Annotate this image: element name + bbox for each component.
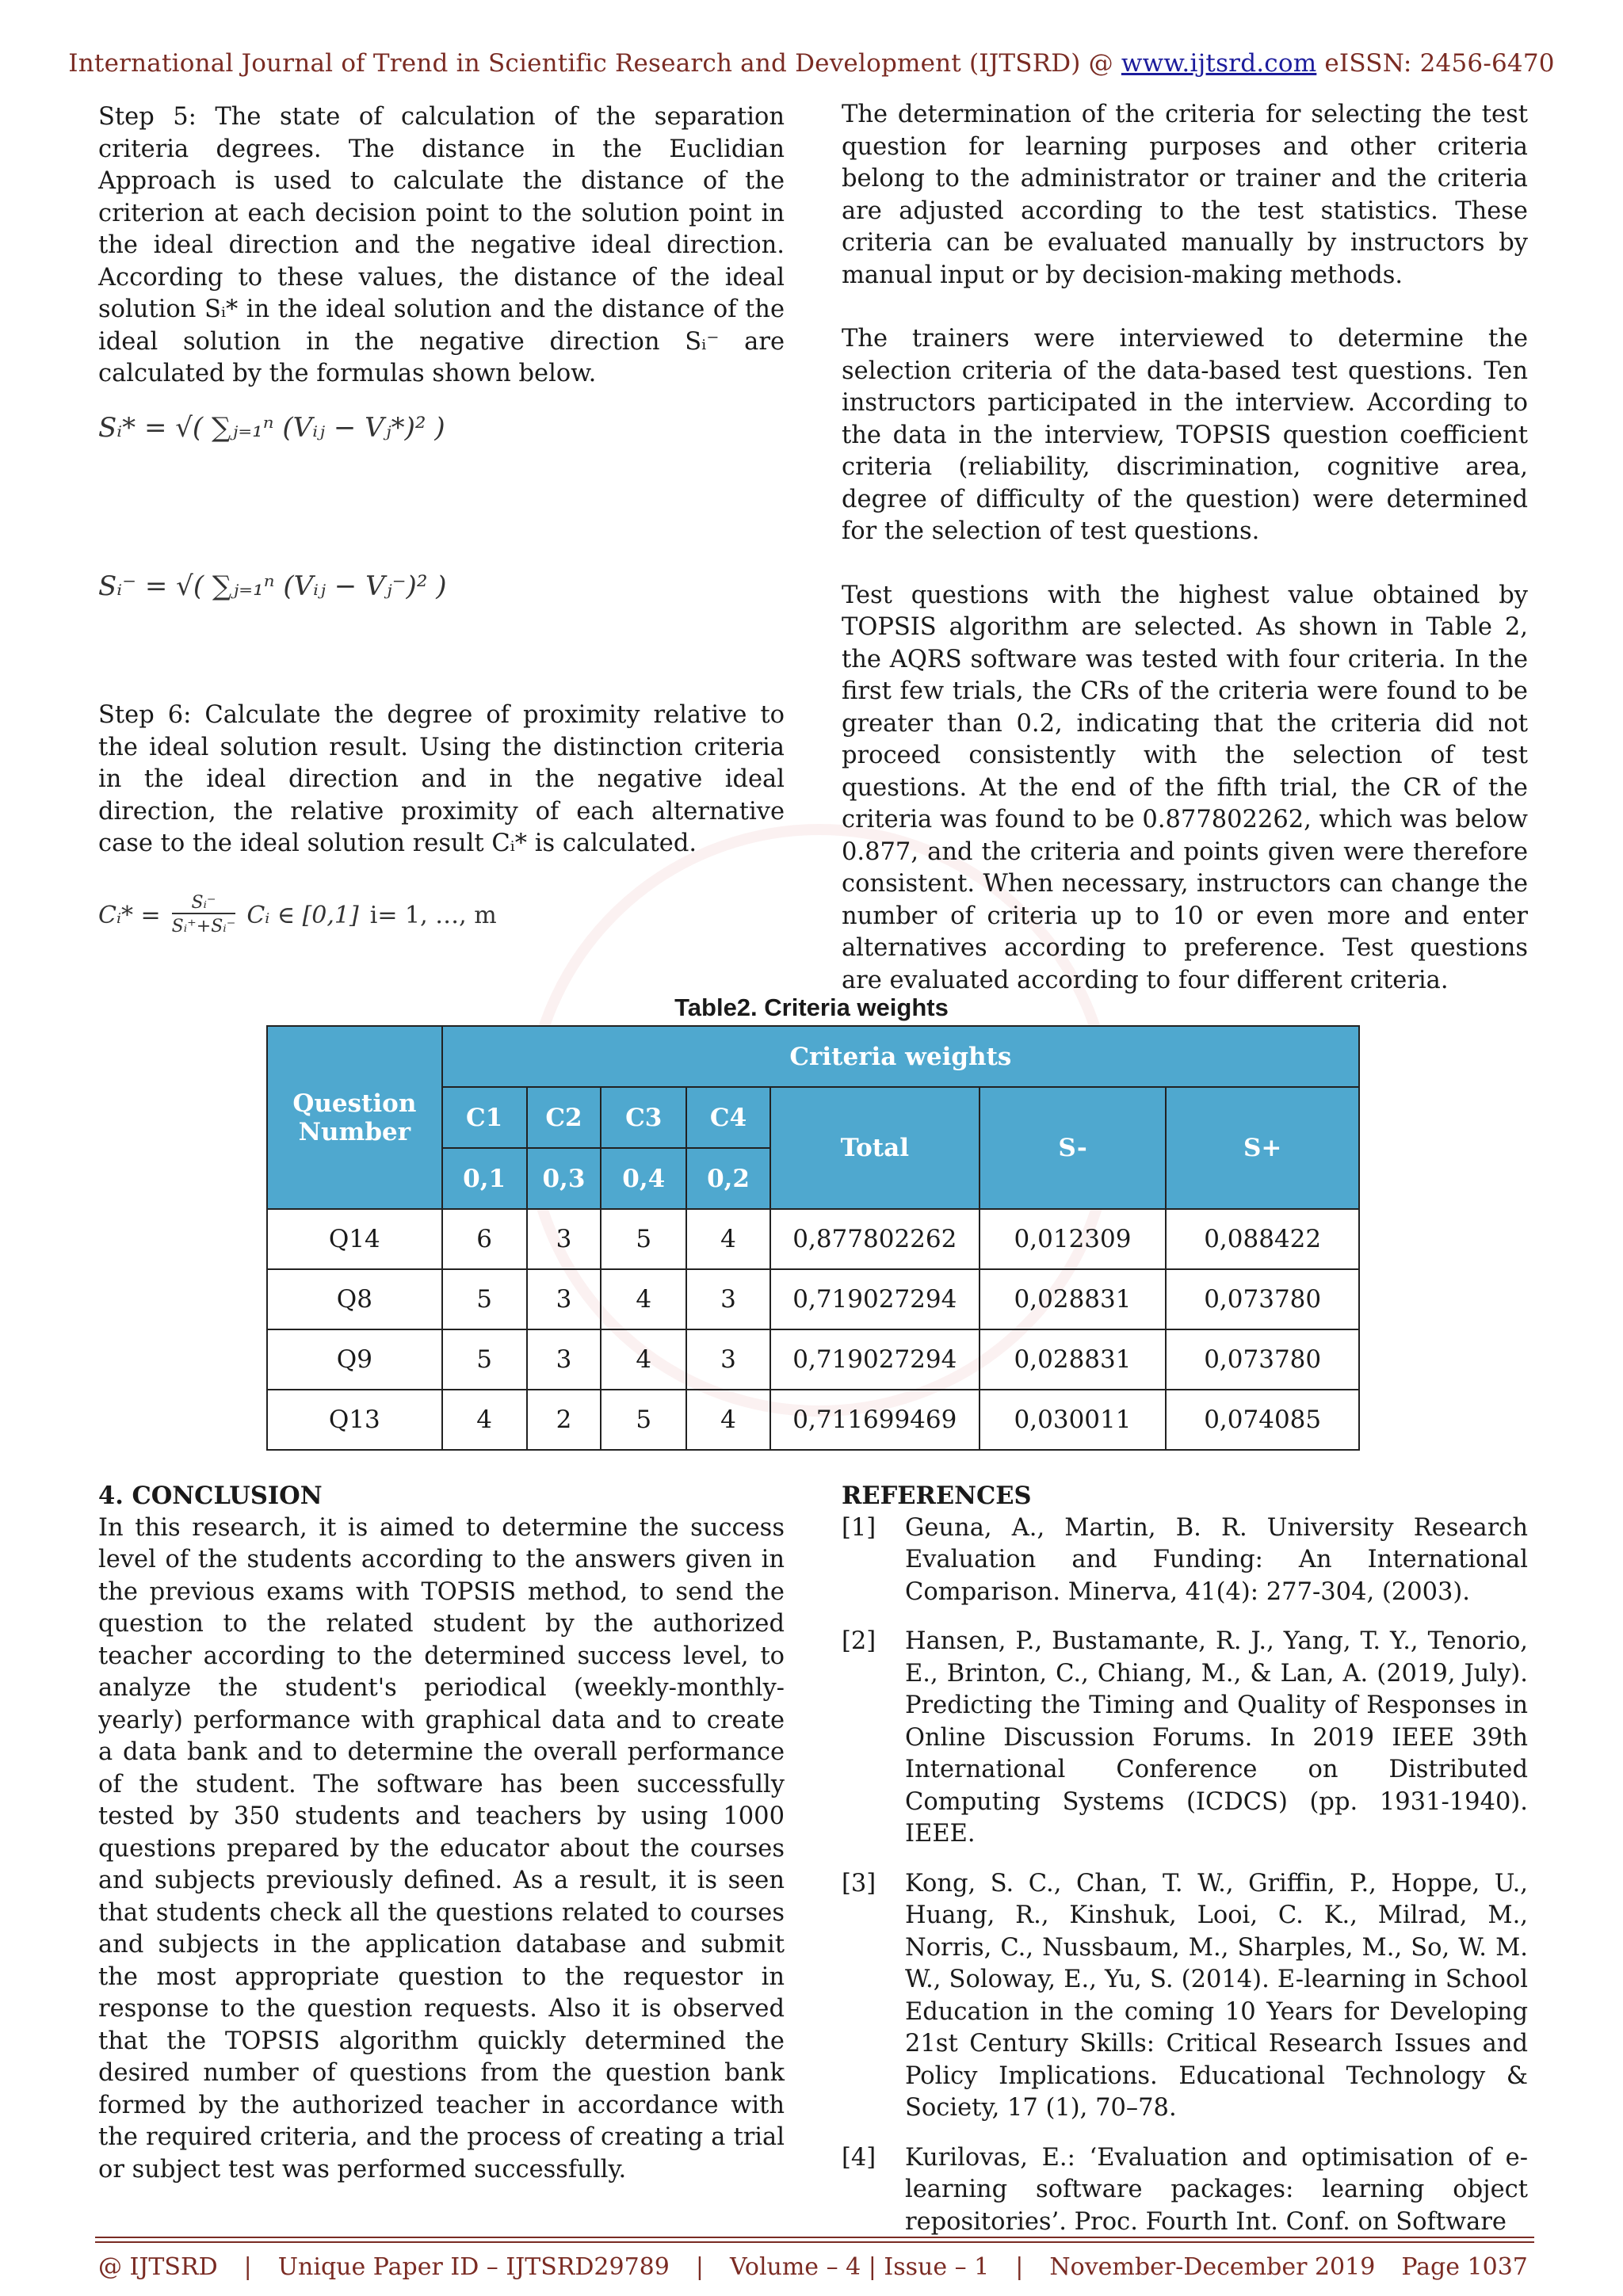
reference-item [842, 1868, 1528, 2125]
footer-separator: | [1015, 2253, 1024, 2281]
reference-number: [3] [842, 1869, 876, 1897]
table-cell: Q8 [267, 1269, 442, 1329]
table-cell: 0,711699469 [770, 1390, 980, 1450]
table-cell: 5 [442, 1269, 527, 1329]
footer-date: November-December 2019 [1049, 2253, 1376, 2281]
header-criteria-weights: Criteria weights [442, 1026, 1359, 1087]
page-footer [98, 2253, 1528, 2281]
reference-text: Kong, S. C., Chan, T. W., Griffin, P., Hoppe, U., Huang, R., Kinshuk, Looi, C. K., Milrad, M., Norris, C., Nussbaum, M., Sharples, M., So, W. M. W., Soloway, E., Yu, S. (2014). E-learning in School Education in the coming 10 Years for Developing 21st Century Skills: Critical Research Issues and Policy Implications. Educational Technology & Society, 17 (1), 70–78. [905, 1869, 1528, 2122]
eq3-index: i= 1, …, m [369, 901, 497, 929]
references-section [842, 1480, 1528, 2256]
eq3-range: Cᵢ ∈ [0,1] [246, 901, 359, 929]
table-row [267, 1209, 1359, 1269]
table-cell: 4 [442, 1390, 527, 1450]
reference-text: Hansen, P., Bustamante, R. J., Yang, T. Y., Tenorio, E., Brinton, C., Chiang, M., & Lan, A. (2019, July). Predicting the Timing and Quality of Responses in Online Discussion Forums. In 2019 IEEE 39th International Conference on Distributed Computing Systems (ICDCS) (pp. 1931-1940). IEEE. [905, 1627, 1528, 1848]
weight-c3: 0,4 [601, 1148, 686, 1209]
table-cell: 0,028831 [980, 1269, 1167, 1329]
header-c2: C2 [527, 1087, 601, 1148]
eq3-fraction [172, 894, 236, 936]
table-cell: 3 [527, 1209, 601, 1269]
table-cell: 3 [686, 1329, 770, 1390]
table-cell: 2 [527, 1390, 601, 1450]
footer-paper-id: Unique Paper ID – IJTSRD29789 [277, 2253, 670, 2281]
eq3-lhs: Cᵢ* = [98, 901, 161, 929]
footer-rule [95, 2237, 1534, 2238]
table-cell: 5 [442, 1329, 527, 1390]
conclusion-title: 4. CONCLUSION [98, 1482, 323, 1510]
criteria-weights-table [266, 1025, 1360, 1451]
table-cell: 0,073780 [1166, 1269, 1359, 1329]
table-cell: 6 [442, 1209, 527, 1269]
header-c3: C3 [601, 1087, 686, 1148]
header-s-plus: S+ [1166, 1087, 1359, 1209]
table-row [267, 1390, 1359, 1450]
step5-paragraph: Step 5: The state of calculation of the separation criteria degrees. The distance in the Euclidian Approach is used to calculate the distance of the criterion at each decision point to the solution point in the ideal direction and the negative ideal direction. According to these values, the distance of the ideal solution Sᵢ* in the ideal solution and the distance of the ideal solution in the negative direction Sᵢ⁻ are calculated by the formulas shown below. [98, 103, 785, 387]
eq3-numerator: Sᵢ⁻ [191, 893, 216, 913]
conclusion-paragraph: In this research, it is aimed to determine the success level of the students according to the answers given in the previous exams with TOPSIS method, to send the question to the related student by the authorized teacher according to the determined success level, to analyze the student's periodical (weekly-monthly-yearly) performance with graphical data and to create a data bank and to determine the overall performance of the student. The software has been successfully tested by 350 students and teachers by using 1000 questions prepared by the educator about the courses and subjects previously defined. As a result, it is seen that students check all the questions related to courses and subjects in the application database and submit the most appropriate question to the requestor in response to the question requests. Also it is observed that the TOPSIS algorithm quickly determined the desired number of questions from the question bank formed by the authorized teacher in accordance with the required criteria, and the process of creating a trial or subject test was performed successfully. [98, 1513, 785, 2183]
right-column-top [842, 99, 1528, 997]
journal-header: International Journal of Trend in Scientific Research and Development (IJTSRD) @ www.ijtsrd.com eISSN: 2456-6470 [68, 49, 1555, 78]
reference-item [842, 2142, 1528, 2239]
header-total: Total [770, 1087, 980, 1209]
table-cell: 3 [527, 1329, 601, 1390]
step6-paragraph: Step 6: Calculate the degree of proximity relative to the ideal solution result. Using the distinction criteria in the ideal direction and in the negative ideal direction, the relative proximity of each alternative case to the ideal solution result Cᵢ* is calculated. [98, 701, 785, 857]
table-cell: 0,088422 [1166, 1209, 1359, 1269]
journal-url-link[interactable]: www.ijtsrd.com [1121, 49, 1317, 78]
weight-c2: 0,3 [527, 1148, 601, 1209]
table-cell: 0,030011 [980, 1390, 1167, 1450]
eq3-denominator: Sᵢ⁺+Sᵢ⁻ [172, 913, 236, 936]
table-cell: Q9 [267, 1329, 442, 1390]
table-cell: 4 [686, 1209, 770, 1269]
reference-text: Kurilovas, E.: ‘Evaluation and optimisation of e-learning software packages: learning object repositories’. Proc. Fourth Int. Conf. on Software [905, 2143, 1528, 2236]
table-cell: 4 [601, 1329, 686, 1390]
footer-page: Page 1037 [1401, 2253, 1528, 2281]
references-title: REFERENCES [842, 1482, 1032, 1510]
footer-separator: | [695, 2253, 704, 2281]
left-column-top [98, 101, 785, 391]
footer-rule [95, 2241, 1534, 2243]
equation-s-plus: Sᵢ* = √( ∑ⱼ₌₁ⁿ (Vᵢⱼ − Vⱼ*)² ) [98, 412, 445, 444]
table-cell: Q13 [267, 1390, 442, 1450]
right-paragraph-2: The trainers were interviewed to determine the selection criteria of the data-based test questions. Ten instructors participated in the interview. According to the data in the interview, TOPSIS question coefficient criteria (reliability, discrimination, cognitive area, degree of difficulty of the question) were determined for the selection of test questions. [842, 325, 1528, 545]
table-cell: 5 [601, 1390, 686, 1450]
weight-c4: 0,2 [686, 1148, 770, 1209]
table-cell: 0,012309 [980, 1209, 1167, 1269]
footer-volume: Volume – 4 | Issue – 1 [729, 2253, 990, 2281]
header-question-number: Question Number [267, 1026, 442, 1209]
table-cell: 0,073780 [1166, 1329, 1359, 1390]
table-cell: 4 [686, 1390, 770, 1450]
reference-number: [4] [842, 2143, 876, 2172]
footer-separator: | [243, 2253, 252, 2281]
table-cell: 0,028831 [980, 1329, 1167, 1390]
table-row [267, 1329, 1359, 1390]
reference-text: Geuna, A., Martin, B. R. University Research Evaluation and Funding: An International Comparison. Minerva, 41(4): 277-304, (2003). [905, 1513, 1528, 1606]
table-cell: 4 [601, 1269, 686, 1329]
reference-item [842, 1626, 1528, 1851]
table-row [267, 1269, 1359, 1329]
equation-s-minus: Sᵢ⁻ = √( ∑ⱼ₌₁ⁿ (Vᵢⱼ − Vⱼ⁻)² ) [98, 570, 447, 602]
table-cell: 0,719027294 [770, 1329, 980, 1390]
reference-number: [1] [842, 1513, 876, 1542]
table-cell: 0,719027294 [770, 1269, 980, 1329]
equation-closeness [98, 894, 497, 936]
left-column-step6 [98, 700, 785, 860]
table-cell: 5 [601, 1209, 686, 1269]
reference-number: [2] [842, 1627, 876, 1655]
header-c4: C4 [686, 1087, 770, 1148]
table-cell: 0,877802262 [770, 1209, 980, 1269]
header-c1: C1 [442, 1087, 527, 1148]
table-cell: Q14 [267, 1209, 442, 1269]
reference-item [842, 1512, 1528, 1609]
right-paragraph-3: Test questions with the highest value obtained by TOPSIS algorithm are selected. As shown in Table 2, the AQRS software was tested with four criteria. In the first few trials, the CRs of the criteria were found to be greater than 0.2, indicating that the criteria did not proceed consistently with the selection of test questions. At the end of the fifth trial, the CR of the criteria was found to be 0.877802262, which was below 0.877, and the criteria and points given were therefore consistent. When necessary, instructors can change the number of criteria up to 10 or even more and enter alternatives according to preference. Test questions are evaluated according to four different criteria. [842, 581, 1528, 994]
table-caption: Table2. Criteria weights [674, 994, 949, 1021]
right-paragraph-1: The determination of the criteria for selecting the test question for learning purposes and other criteria belong to the administrator or trainer and the criteria are adjusted according to the test statistics. These criteria can be evaluated manually by instructors by manual input or by decision-making methods. [842, 101, 1528, 289]
footer-site: @ IJTSRD [98, 2253, 218, 2281]
table-cell: 3 [686, 1269, 770, 1329]
conclusion-section [98, 1480, 785, 2186]
header-s-minus: S- [980, 1087, 1167, 1209]
weight-c1: 0,1 [442, 1148, 527, 1209]
table-cell: 3 [527, 1269, 601, 1329]
table-cell: 0,074085 [1166, 1390, 1359, 1450]
